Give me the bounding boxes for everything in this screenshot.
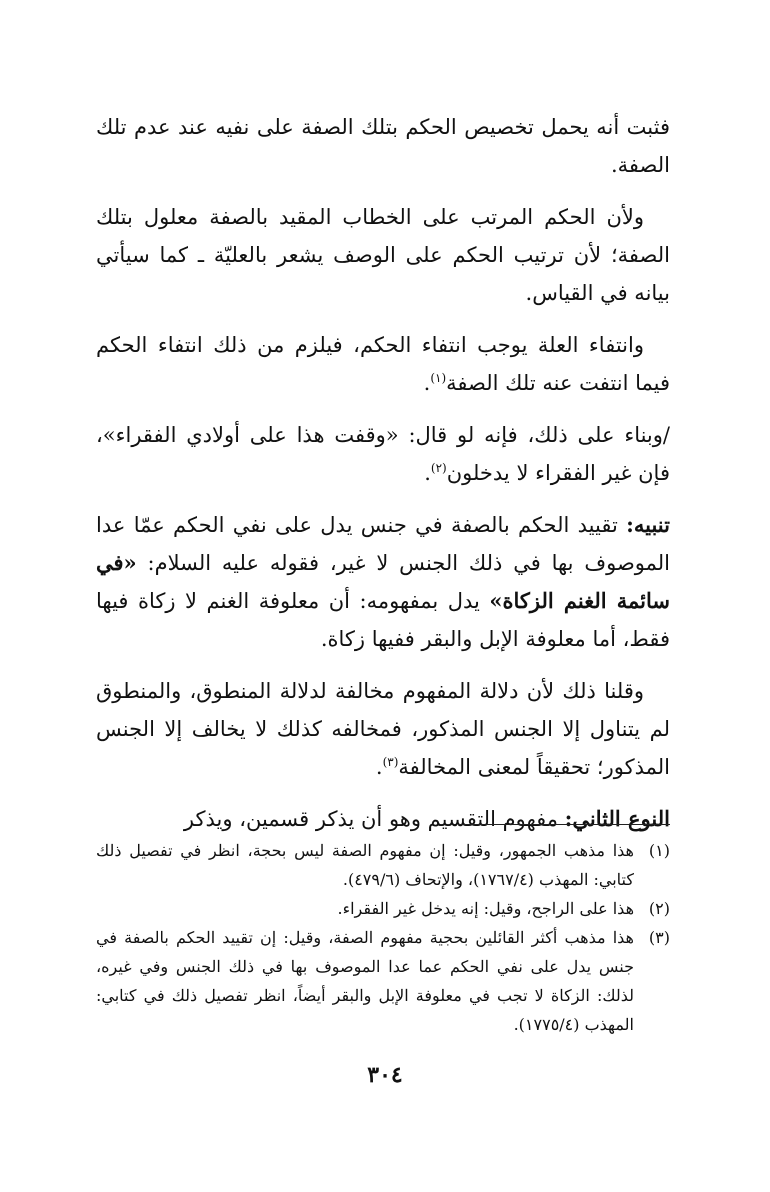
paragraph-6: وقلنا ذلك لأن دلالة المفهوم مخالفة لدلالة المنطوق، والمنطوق لم يتناول إلا الجنس المذكور، فمخالفه كذلك لا يخالف إلا الجنس المذكور؛ تحقيقاً لمعنى المخالفة$^{(٣)}$. <box>96 679 670 779</box>
footnote-number: (٢) <box>648 899 670 918</box>
footnote-ref-2: (٢) <box>430 461 447 475</box>
footnote-2 <box>96 894 670 923</box>
footnote-number: (١) <box>648 841 670 860</box>
paragraph-4: /وبناء على ذلك، فإنه لو قال: «وقفت هذا على أولادي الفقراء»، فإن غير الفقراء لا يدخلون$^{(٢)}$. <box>96 423 670 485</box>
footnote-divider <box>458 824 670 825</box>
paragraph-2: ولأن الحكم المرتب على الخطاب المقيد بالصفة معلول بتلك الصفة؛ لأن ترتيب الحكم على الوصف يشعر بالعليّة ـ كما سيأتي بيانه في القياس. <box>96 205 670 305</box>
paragraph-second-type: النوع الثاني: مفهوم التقسيم وهو أن يذكر قسمين، ويذكر <box>183 806 670 831</box>
footnote-text: هذا على الراجح، وقيل: إنه يدخل غير الفقراء. <box>337 899 634 918</box>
section-heading: النوع الثاني: <box>564 806 670 831</box>
footnote-ref-1: (١) <box>430 371 447 385</box>
page-number: ٣٠٤ <box>367 1062 403 1088</box>
footnote-1 <box>96 836 670 894</box>
hadith-quote: «في سائمة الغنم الزكاة» <box>96 550 670 613</box>
paragraph-1: فثبت أنه يحمل تخصيص الحكم بتلك الصفة على نفيه عند عدم تلك الصفة. <box>96 115 670 177</box>
footnote-text: هذا مذهب الجمهور، وقيل: إن مفهوم الصفة ليس بحجة، انظر في تفصيل ذلك كتابي: المهذب (١٧٦٧/٤)، والإتحاف (٤٧٩/٦). <box>96 841 634 889</box>
main-text <box>96 108 670 852</box>
paragraph-notice: تنبيه: تقييد الحكم بالصفة في جنس يدل على نفي الحكم عمّا عدا الموصوف بها في ذلك الجنس لا غير، فقوله عليه السلام: «في سائمة الغنم الزكاة» يدل بمفهومه: أن معلوفة الغنم لا زكاة فيها فقط، أما معلوفة الإبل والبقر ففيها زكاة. <box>96 512 670 651</box>
paragraph-3: وانتفاء العلة يوجب انتفاء الحكم، فيلزم من ذلك انتفاء الحكم فيما انتفت عنه تلك الصفة$^{(١)}$. <box>96 333 670 395</box>
footnote-number: (٣) <box>648 928 670 947</box>
footnote-ref-3: (٣) <box>382 755 399 769</box>
footnote-text: هذا مذهب أكثر القائلين بحجية مفهوم الصفة، وقيل: إن تقييد الحكم بالصفة في جنس يدل على نفي الحكم عما عدا الموصوف بها في ذلك الجنس وفي غيره، لذلك: الزكاة لا تجب في معلوفة الإبل والبقر أيضاً، انظر تفصيل ذلك في كتابي: المهذب (١٧٧٥/٤). <box>96 928 634 1034</box>
notice-heading: تنبيه: <box>626 512 670 537</box>
footnote-3 <box>96 923 670 1039</box>
footnotes <box>96 836 670 1039</box>
